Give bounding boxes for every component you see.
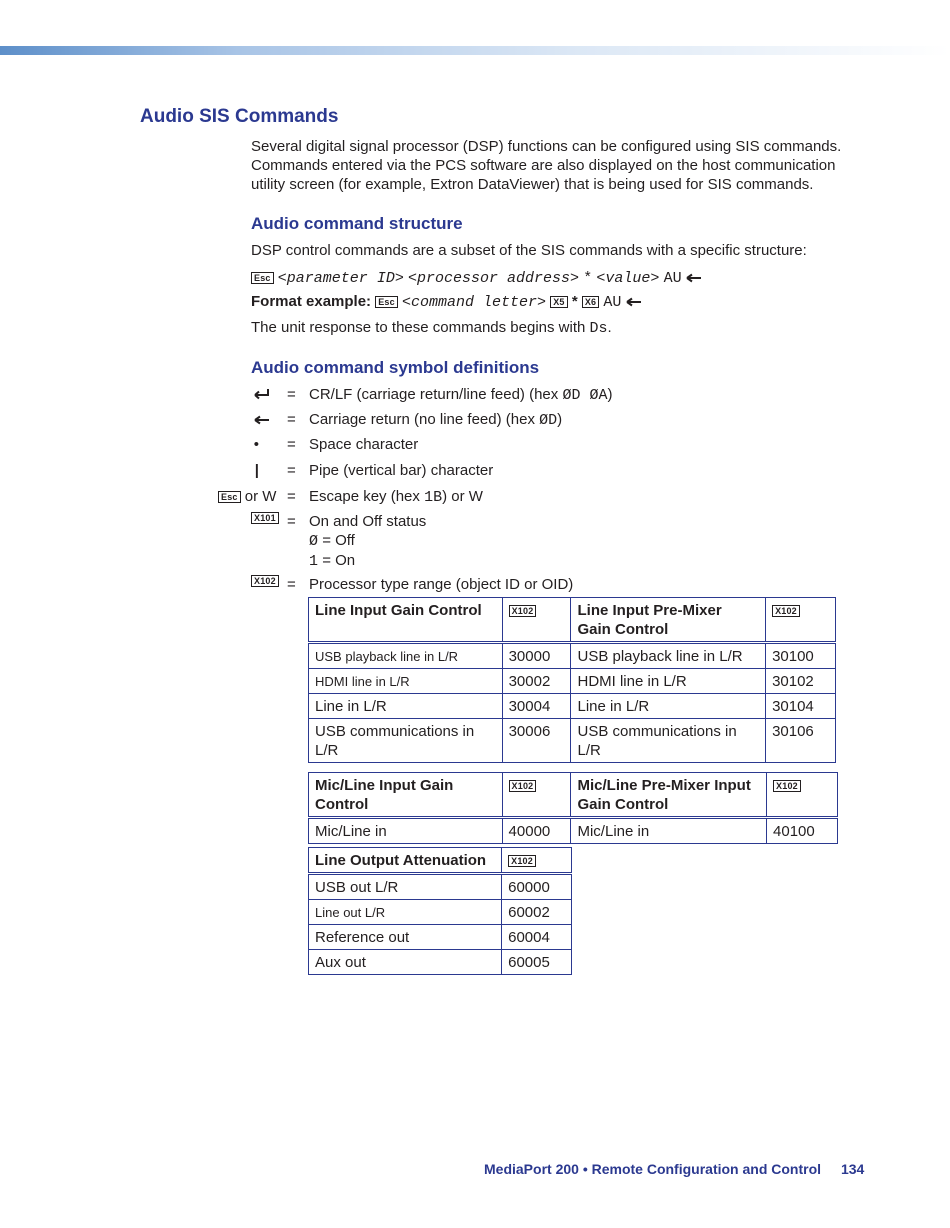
structure-heading: Audio command structure <box>251 214 463 233</box>
x102-key-icon: X102 <box>509 780 537 792</box>
carriage-return-icon <box>254 415 270 425</box>
format-example-label: Format example: <box>251 293 372 310</box>
table-row: HDMI line in L/R 30002 HDMI line in L/R 30102 <box>309 669 836 694</box>
table-row: Aux out 60005 <box>309 950 572 975</box>
x5-key-icon: X5 <box>550 296 567 308</box>
syntax-star: * <box>583 270 593 287</box>
structure-description: DSP control commands are a subset of the SIS commands with a specific structure: <box>251 242 807 259</box>
page-footer <box>484 1161 864 1177</box>
bullet-icon: • <box>253 436 259 453</box>
example-command-letter: <command letter> <box>402 294 547 311</box>
x102-key-icon: X102 <box>509 605 537 617</box>
table-header: Mic/Line Input Gain Control X102 Mic/Line Pre-Mixer Input Gain Control X102 <box>309 773 838 818</box>
page-number: 134 <box>840 1161 865 1177</box>
x102-key-icon: X102 <box>773 780 801 792</box>
esc-key-icon: Esc <box>218 491 241 503</box>
section-title: Audio SIS Commands <box>140 106 339 127</box>
intro-line: Several digital signal processor (DSP) functions can be configured using SIS commands. <box>251 138 842 155</box>
line-output-table <box>308 847 572 975</box>
x102-key-icon: X102 <box>251 575 279 587</box>
x101-key-icon: X101 <box>251 512 279 524</box>
table-header: Line Output Attenuation X102 <box>309 848 572 874</box>
response-code: Ds <box>589 320 608 337</box>
table-row: USB out L/R 60000 <box>309 874 572 900</box>
x102-key-icon: X102 <box>772 605 800 617</box>
carriage-return-icon <box>626 297 642 307</box>
table-row: USB playback line in L/R 30000 USB playback line in L/R 30100 <box>309 643 836 669</box>
x6-key-icon: X6 <box>582 296 599 308</box>
syntax-processor-address: <processor address> <box>408 270 580 287</box>
table-row: USB communications in L/R 30006 USB communications in L/R 30106 <box>309 719 836 763</box>
format-example <box>251 292 642 312</box>
response-note: The unit response to these commands begins with Ds. <box>251 319 612 337</box>
table-header: Line Input Gain Control X102 Line Input Pre-Mixer Gain Control X102 <box>309 598 836 643</box>
symbol-def-space: • = Space character <box>253 436 419 453</box>
syntax-value: <value> <box>596 270 660 287</box>
symbol-def-cr: = Carriage return (no line feed) (hex ØD) <box>0 410 950 430</box>
footer-title: MediaPort 200 • Remote Configuration and Control <box>484 1161 822 1177</box>
syntax-au: AU <box>663 270 682 287</box>
table-row: Line in L/R 30004 Line in L/R 30104 <box>309 694 836 719</box>
pipe-icon: | <box>254 462 259 479</box>
carriage-return-icon <box>686 273 702 283</box>
example-au: AU <box>603 294 622 311</box>
intro-paragraph <box>251 137 841 194</box>
table-row: Line out L/R 60002 <box>309 900 572 925</box>
symbol-def-esc: Esc or W = Escape key (hex 1B) or W <box>0 487 950 507</box>
line-input-table <box>308 597 836 763</box>
symbols-heading: Audio command symbol definitions <box>251 358 540 377</box>
table-row: Mic/Line in 40000 Mic/Line in 40100 <box>309 818 838 844</box>
esc-key-icon: Esc <box>251 272 274 284</box>
mic-line-table <box>308 772 838 844</box>
symbol-def-pipe: | = Pipe (vertical bar) character <box>254 462 494 479</box>
symbol-def-x101: X101 = On and Off status Ø = Off 1 = On <box>0 512 950 572</box>
symbol-def-x102: X102 = Processor type range (object ID or OID) <box>0 575 950 595</box>
esc-key-icon: Esc <box>375 296 398 308</box>
syntax-parameter-id: <parameter ID> <box>277 270 404 287</box>
example-star: * <box>571 293 578 310</box>
command-syntax <box>251 268 702 288</box>
x102-key-icon: X102 <box>508 855 536 867</box>
symbol-def-crlf: = CR/LF (carriage return/line feed) (hex ØD ØA) <box>0 385 950 405</box>
intro-line: Commands entered via the PCS software are also displayed on the host communication <box>251 157 836 174</box>
table-row: Reference out 60004 <box>309 925 572 950</box>
crlf-return-icon <box>253 389 270 400</box>
header-gradient-bar <box>0 46 950 55</box>
intro-line: utility screen (for example, Extron DataViewer) that is being used for SIS commands. <box>251 176 814 193</box>
